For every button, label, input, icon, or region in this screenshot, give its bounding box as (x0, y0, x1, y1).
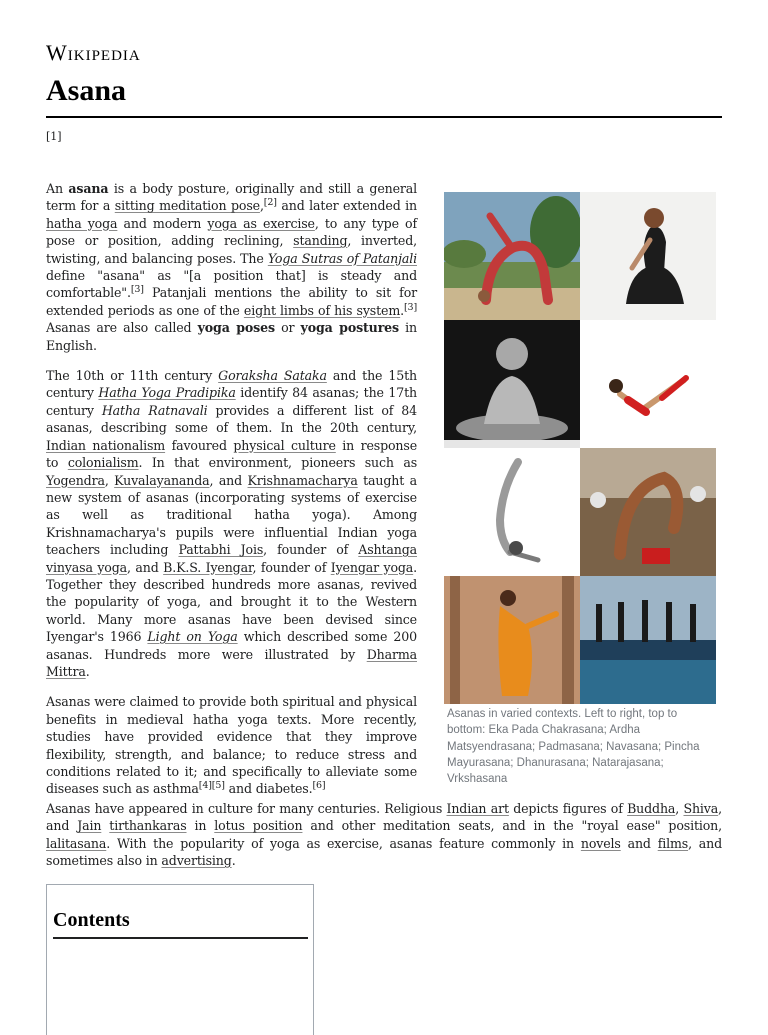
contents-rule (53, 937, 308, 939)
natarajasana-photo[interactable] (444, 576, 580, 704)
paragraph-text: The 10th or 11th century (46, 368, 219, 384)
body-paragraph-3 (46, 693, 417, 797)
paragraph-text: and (620, 835, 658, 851)
article-link[interactable]: Yoga Sutras of Patanjali (267, 250, 417, 266)
padmasana-photo[interactable] (444, 320, 580, 448)
paragraph-text: favoured (165, 437, 234, 453)
article-link[interactable]: novels (580, 835, 621, 851)
article-link[interactable]: Indian art (446, 801, 509, 816)
dhanurasana-photo[interactable] (580, 448, 716, 576)
navasana-photo[interactable] (580, 320, 716, 448)
article-link[interactable]: Kuvalayananda (114, 472, 210, 488)
body-paragraph-2 (46, 367, 417, 680)
vrkshasana-photo[interactable] (580, 576, 716, 704)
paragraph-text: and the 15th century (46, 368, 418, 401)
paragraph-text: , and sometimes also in (46, 835, 723, 869)
pincha-mayurasana-photo[interactable] (444, 448, 580, 576)
paragraph-text: , and (46, 801, 722, 834)
article-body-full (46, 800, 722, 883)
article-link[interactable]: B.K.S. Iyengar (163, 559, 253, 575)
article-link[interactable]: sitting meditation pose (114, 198, 260, 214)
paragraph-text: , (104, 472, 115, 488)
article-link[interactable]: Iyengar yoga (330, 559, 414, 575)
citation-ref[interactable]: [5] (211, 780, 225, 792)
paragraph-text: . (231, 853, 236, 869)
paragraph-text: An (46, 181, 69, 196)
article-link[interactable]: Hatha Yoga Pradipika (98, 385, 236, 401)
article-link[interactable]: Indian nationalism (46, 437, 166, 453)
paragraph-text: and diabetes. (224, 781, 313, 797)
citation-ref[interactable]: [2] (263, 197, 277, 209)
article-link[interactable]: Goraksha Sataka (218, 368, 327, 384)
article-link[interactable]: films (657, 835, 689, 851)
paragraph-text: provides a different list of 84 asanas, describing some of them. In the 20th century, (46, 402, 417, 436)
paragraph-text: taught a new system of asanas (incorporating systems of exercise as well as traditional hatha yoga). Among Krishnamacharya's pupils were influential Indian yoga teachers including (46, 472, 417, 558)
article-link[interactable]: Jain (77, 818, 102, 834)
eka-pada-chakrasana-photo[interactable] (444, 192, 580, 320)
paragraph-text: . Together they described hundreds more asanas, revived the popularity of yoga, and brought it to the Western world. Many more asanas have been devised since Iyengar's 1966 (46, 559, 418, 645)
article-link[interactable]: physical culture (233, 437, 336, 453)
article-link[interactable]: Ashtanga vinyasa yoga (46, 542, 418, 575)
article-body-column (46, 180, 417, 811)
paragraph-text: in (186, 818, 215, 834)
paragraph-text: , (675, 801, 684, 816)
paragraph-text: and modern (117, 215, 208, 231)
paragraph-text: yoga poses (197, 320, 275, 336)
article-link[interactable]: eight limbs of his system (243, 302, 401, 318)
paragraph-text: Asanas are also called (46, 320, 198, 336)
paragraph-text: Patanjali mentions the ability to sit for extended periods as one of the (46, 285, 417, 318)
page-title: Asana (46, 74, 127, 107)
paragraph-text: define "asana" as "[a position that] is steady and comfortable". (46, 268, 417, 301)
paragraph-text: and later extended in (276, 198, 418, 214)
paragraph-text: . With the popularity of yoga as exercise, asanas feature commonly in (106, 835, 581, 851)
paragraph-text: . (85, 663, 90, 679)
ardha-matsyendrasana-photo[interactable] (580, 192, 716, 320)
paragraph-text: , to any type of pose or position, adding reclining, (46, 215, 417, 249)
image-gallery (444, 192, 716, 704)
table-of-contents (46, 884, 314, 1035)
article-link[interactable]: yoga as exercise (207, 215, 315, 231)
article-link[interactable]: Yogendra (46, 472, 105, 488)
paragraph-text: . (400, 302, 404, 318)
citation-ref[interactable]: [3] (130, 284, 144, 296)
paragraph-text: , and (209, 472, 248, 488)
article-link[interactable]: lotus position (214, 818, 303, 834)
paragraph-text: or (274, 320, 301, 336)
citation-ref[interactable]: [6] (312, 780, 326, 792)
paragraph-text: is a body posture, originally and still a general term for a (46, 181, 418, 214)
body-paragraph-4 (46, 800, 722, 870)
article-link[interactable]: advertising (161, 853, 232, 869)
paragraph-text: Asanas have appeared in culture for many centuries. Religious (46, 801, 447, 816)
paragraph-text: , founder of (252, 559, 331, 575)
paragraph-text: Asanas were claimed to provide both spiritual and physical benefits in medieval hatha yoga texts. More recently, studies have provided evidence that they improve flexibility, strength, and balance; to reduce stress and conditions related to it; and specifically to alleviate some diseases such as asthma (46, 694, 417, 797)
article-link[interactable]: Krishnamacharya (247, 472, 358, 488)
article-link[interactable]: colonialism (67, 455, 139, 471)
citation-ref[interactable]: [4] (198, 780, 212, 792)
gallery-caption: Asanas in varied contexts. Left to right, top to bottom: Eka Pada Chakrasana; Ardha Matsyendrasana; Padmasana; Navasana; Pincha Mayurasana; Dhanurasana; Natarajasana; Vrkshasana (447, 708, 700, 786)
paragraph-text: identify 84 asanas; the 17th century (46, 385, 417, 418)
citation-ref[interactable]: [3] (404, 301, 418, 313)
article-link[interactable]: hatha yoga (46, 215, 118, 231)
article-link[interactable]: Shiva (683, 801, 719, 816)
title-rule (46, 116, 722, 118)
paragraph-text: which described some 200 asanas. Hundreds more were illustrated by (46, 629, 417, 662)
article-link[interactable]: standing (293, 233, 348, 249)
wikipedia-wordmark[interactable]: Wikipedia (46, 40, 141, 65)
article-link[interactable]: Dharma Mittra (46, 646, 417, 679)
article-link[interactable]: tirthankaras (109, 818, 187, 834)
body-paragraph-1 (46, 180, 417, 354)
paragraph-text: yoga postures (300, 320, 399, 336)
paragraph-text: in English. (46, 320, 417, 353)
article-link[interactable]: Buddha (627, 801, 676, 816)
paragraph-text: in response to (46, 437, 417, 471)
paragraph-text: , founder of (263, 542, 359, 558)
hatnote-reference[interactable]: [1] (46, 130, 62, 143)
paragraph-text: , (259, 198, 264, 214)
paragraph-text: asana (68, 181, 109, 196)
paragraph-text: and other meditation seats, and in the "royal ease" position, (302, 818, 723, 834)
contents-heading: Contents (53, 909, 130, 931)
paragraph-text: Hatha Ratnavali (101, 402, 208, 418)
article-link[interactable]: lalitasana (46, 835, 107, 851)
paragraph-text: , and (127, 559, 164, 575)
article-link[interactable]: Light on Yoga (147, 629, 238, 645)
article-link[interactable]: Pattabhi Jois (178, 542, 264, 558)
paragraph-text: . In that environment, pioneers such as (138, 455, 418, 471)
paragraph-text: depicts figures of (508, 801, 628, 816)
paragraph-text: , inverted, twisting, and balancing poses. The (46, 233, 417, 266)
